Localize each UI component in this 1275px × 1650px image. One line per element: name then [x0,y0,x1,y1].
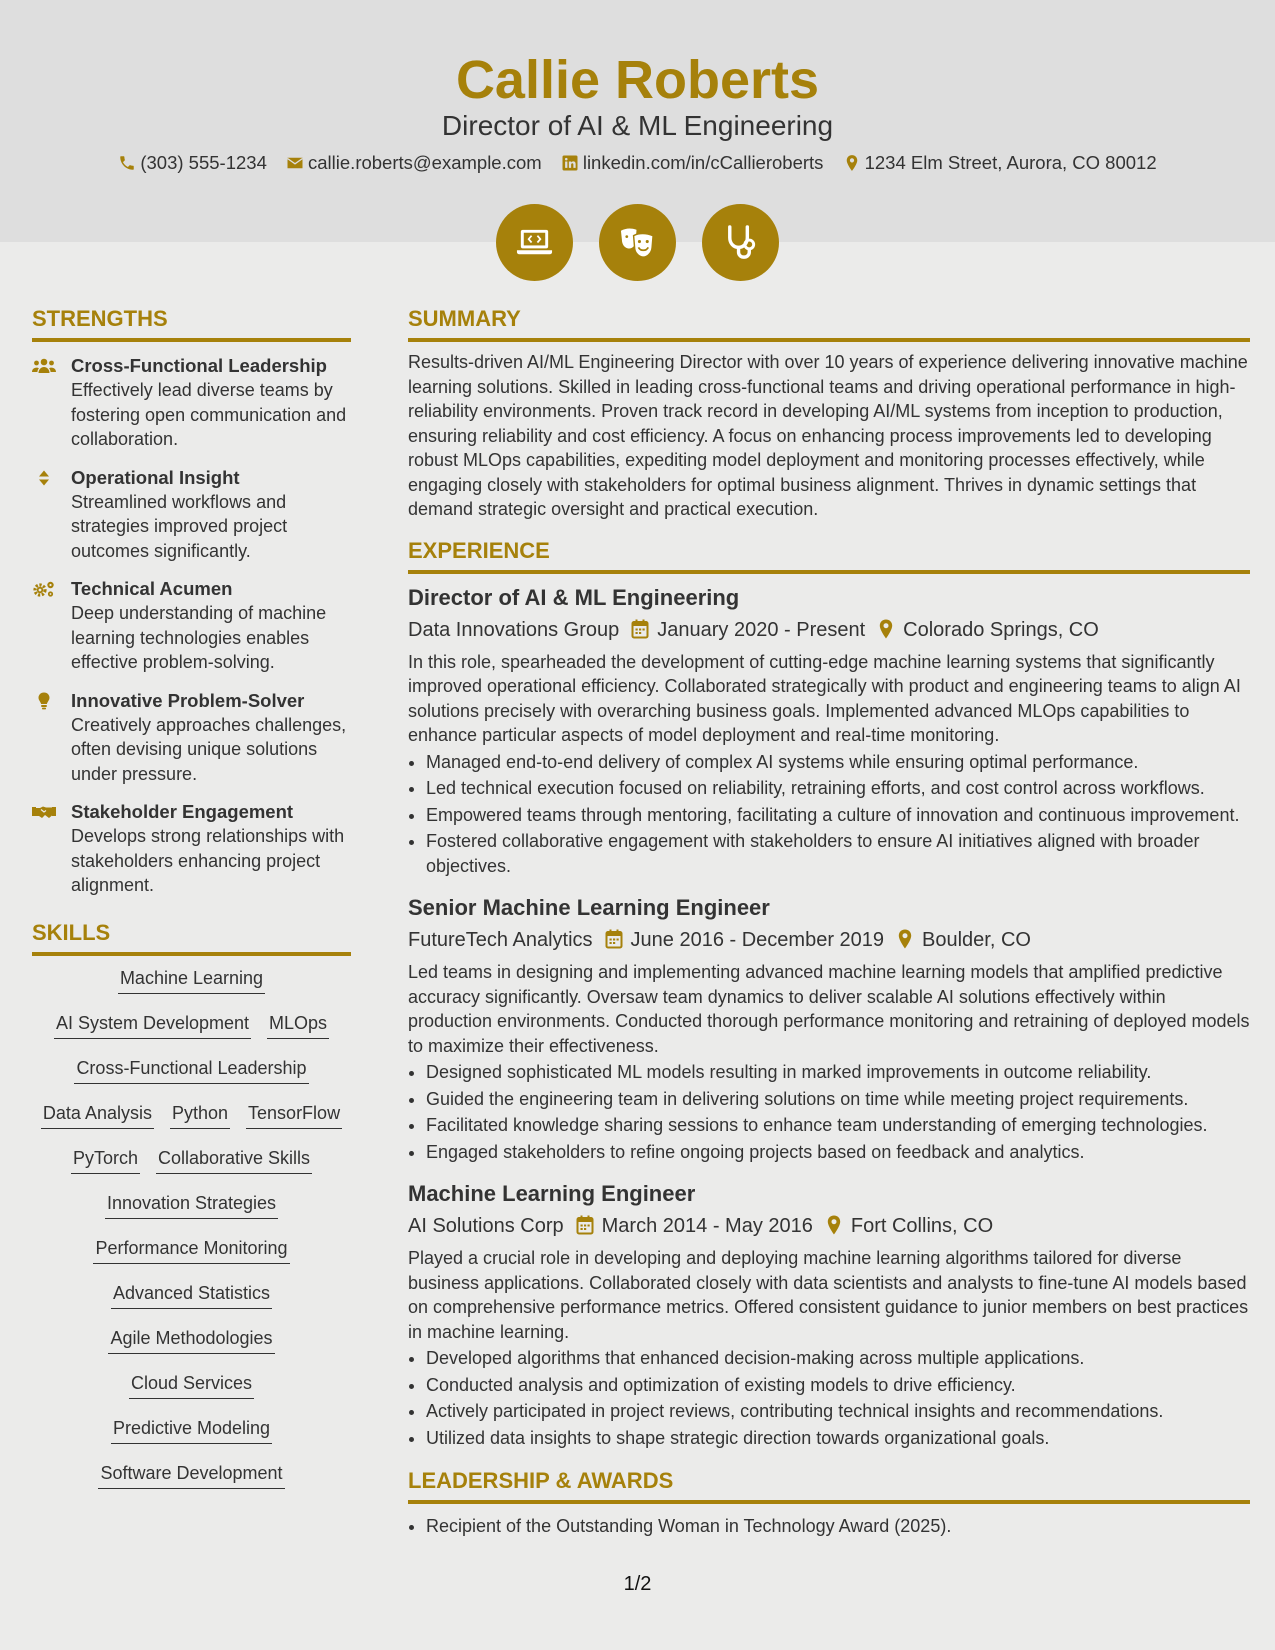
job-entry [408,584,1250,879]
laptop-code-circle [496,204,573,281]
skill-tag: Collaborative Skills [156,1146,312,1174]
email-text: callie.roberts@example.com [308,152,542,173]
job-meta [408,616,1250,644]
skill-row [32,1056,351,1101]
handshake-icon [32,803,56,821]
skill-row [32,1461,351,1506]
strength-desc: Develops strong relationships with stakeholders enhancing project alignment. [71,826,345,895]
strength-item [32,466,351,564]
job-bullet: • Guided the engineering team in delivering solutions on time while meeting project requirements. [426,1087,1250,1112]
skill-tag: Agile Methodologies [108,1326,274,1354]
address-text: 1234 Elm Street, Aurora, CO 80012 [864,152,1157,173]
map-marker-icon [896,929,914,949]
job-title: Senior Machine Learning Engineer [408,895,770,920]
skill-row [32,1146,351,1191]
map-marker-icon [843,154,861,172]
skill-row [32,1371,351,1416]
skill-row [32,966,351,1011]
contact-linkedin[interactable] [561,151,824,175]
job-bullet: • Fostered collaborative engagement with stakeholders to ensure AI initiatives aligned with broader objectives. [426,829,1250,878]
strength-desc: Deep understanding of machine learning technologies enables effective problem-solving. [71,603,327,672]
strength-name: Technical Acumen [71,578,233,599]
linkedin-text: linkedin.com/in/cCallieroberts [582,152,824,173]
skills-heading: SKILLS [32,920,351,956]
skill-tag: TensorFlow [246,1101,342,1129]
job-bullet: • Managed end-to-end delivery of complex AI systems while ensuring optimal performance. [426,750,1250,775]
job-bullet: • Utilized data insights to shape strategic direction towards organizational goals. [426,1426,1250,1451]
job-title: Machine Learning Engineer [408,1181,696,1206]
strength-item [32,577,351,675]
job-company: Data Innovations Group [408,618,620,641]
leadership-heading: LEADERSHIP & AWARDS [408,1468,1250,1504]
skill-row [32,1011,351,1056]
skill-tag: Software Development [98,1461,284,1489]
linkedin-icon [561,154,579,172]
job-description: In this role, spearheaded the development of cutting-edge machine learning systems that significantly improved operational efficiency. Collaborated strategically with product and engineering teams to align AI solutions precisely with overarching business goals. Implemented advanced MLOps capabilities to enhance particular aspects of model deployment and real-time monitoring. [408,651,1241,745]
lightbulb-icon [32,692,56,710]
stethoscope-icon [721,223,760,262]
job-meta [408,926,1250,954]
job-bullet: • Engaged stakeholders to refine ongoing projects based on feedback and analytics. [426,1140,1250,1165]
users-icon [32,357,56,375]
skill-tag: MLOps [267,1011,329,1039]
map-marker-icon [825,1215,843,1235]
candidate-name: Callie Roberts [455,50,820,110]
strength-desc: Streamlined workflows and strategies improved project outcomes significantly. [71,491,288,561]
skill-tag: Data Analysis [41,1101,154,1129]
job-bullet: • Conducted analysis and optimization of existing models to drive efficiency. [426,1373,1250,1398]
calendar-icon [631,619,649,639]
job-location: Boulder, CO [922,929,1031,951]
cogs-icon [32,580,56,598]
leadership-item: • Recipient of the Outstanding Woman in Technology Award (2025). [426,1514,1250,1539]
contact-phone[interactable] [118,151,267,175]
job-dates: January 2020 - Present [657,618,866,641]
skill-tag: Cloud Services [129,1371,254,1399]
laptop-code-icon [515,223,554,262]
calendar-icon [605,929,623,949]
strength-name: Operational Insight [71,466,240,488]
summary-heading: SUMMARY [408,306,1250,342]
page-number: 1/2 [623,1573,652,1595]
job-bullet: • Designed sophisticated ML models resulting in marked improvements in outcome reliability. [426,1060,1250,1085]
strength-name: Cross-Functional Leadership [71,355,327,376]
right-column [408,306,1250,1539]
contact-email[interactable] [286,151,542,175]
strength-item [32,800,351,898]
strength-desc: Effectively lead diverse teams by fostering open communication and collaboration. [71,380,347,449]
contact-bar [0,151,1275,175]
phone-text: (303) 555-1234 [140,152,267,173]
skill-tag: Predictive Modeling [111,1416,272,1444]
skill-tag: Innovation Strategies [105,1191,278,1219]
job-bullets [408,1346,1250,1450]
skill-row [32,1191,351,1236]
job-description: Played a crucial role in developing and deploying machine learning algorithms tailored for diverse business applications. Collaborated closely with data scientists and analysts to fine-tune AI models based on comprehensive performance metrics. Offered consistent guidance to junior members on best practices in machine learning. [408,1248,1249,1342]
skill-tag: Machine Learning [118,966,265,994]
left-column [32,306,351,1506]
job-entry [408,1180,1250,1450]
job-company: AI Solutions Corp [408,1215,564,1237]
map-marker-icon [877,619,895,639]
contact-address [843,151,1157,175]
skill-row [32,1101,351,1146]
skill-tag: Advanced Statistics [111,1281,272,1309]
envelope-icon [286,154,304,172]
job-bullets [408,1060,1250,1164]
job-dates: March 2014 - May 2016 [601,1215,813,1237]
job-bullet: • Actively participated in project reviews, contributing technical insights and recommendations. [426,1399,1250,1424]
skill-row [32,1326,351,1371]
skill-row [32,1236,351,1281]
skill-tag: Performance Monitoring [93,1236,289,1264]
theater-masks-circle [599,204,676,281]
skill-tag: AI System Development [54,1011,251,1039]
skill-tag: Cross-Functional Leadership [74,1056,308,1084]
interest-icons [0,204,1275,281]
theater-masks-icon [618,223,657,262]
job-dates: June 2016 - December 2019 [630,929,885,951]
job-location: Colorado Springs, CO [903,618,1099,641]
skill-row [32,1416,351,1461]
phone-icon [118,154,136,172]
job-title: Director of AI & ML Engineering [408,584,740,610]
strengths-heading: STRENGTHS [32,306,351,342]
sort-icon [32,469,56,487]
job-description: Led teams in designing and implementing advanced machine learning models that amplified predictive accuracy significantly. Oversaw team dynamics to deliver scalable AI solutions effectively within production environments. Conducted thorough performance monitoring and retraining of deployed models to maximize their effectiveness. [408,962,1250,1056]
strength-name: Innovative Problem-Solver [71,689,305,711]
candidate-title: Director of AI & ML Engineering [441,110,834,141]
leadership-list [408,1514,1250,1539]
job-bullet: • Developed algorithms that enhanced decision-making across multiple applications. [426,1346,1250,1371]
skill-tag: Python [170,1101,230,1129]
job-bullet: • Led technical execution focused on reliability, retraining efforts, and cost control across workflows. [426,776,1250,801]
strength-desc: Creatively approaches challenges, often devising unique solutions under pressure. [71,714,347,784]
job-bullets [408,750,1250,879]
calendar-icon [576,1215,594,1235]
skill-row [32,1281,351,1326]
experience-heading: EXPERIENCE [408,538,1250,574]
job-bullet: • Empowered teams through mentoring, facilitating a culture of innovation and continuous improvement. [426,803,1250,828]
strength-name: Stakeholder Engagement [71,801,294,822]
job-meta [408,1212,1250,1240]
job-bullet: • Facilitated knowledge sharing sessions to enhance team understanding of emerging technologies. [426,1113,1250,1138]
skill-tag: PyTorch [71,1146,140,1174]
job-company: FutureTech Analytics [408,929,593,951]
summary-text: Results-driven AI/ML Engineering Director with over 10 years of experience delivering innovative machine learning solutions. Skilled in leading cross-functional teams and driving operational performance in high-reliability environments. Proven track record in developing AI/ML systems from inception to production, ensuring reliability and cost efficiency. A focus on enhancing process improvements led to developing robust MLOps capabilities, expediting model deployment and monitoring processes effectively, while engaging closely with stakeholders for optimal business alignment. Thrives in dynamic settings that demand strategic oversight and practical execution. [408,352,1248,519]
stethoscope-circle [702,204,779,281]
job-location: Fort Collins, CO [850,1215,994,1237]
strength-item [32,689,351,787]
skills-list [32,966,351,1506]
job-entry [408,894,1250,1164]
strength-item [32,354,351,452]
